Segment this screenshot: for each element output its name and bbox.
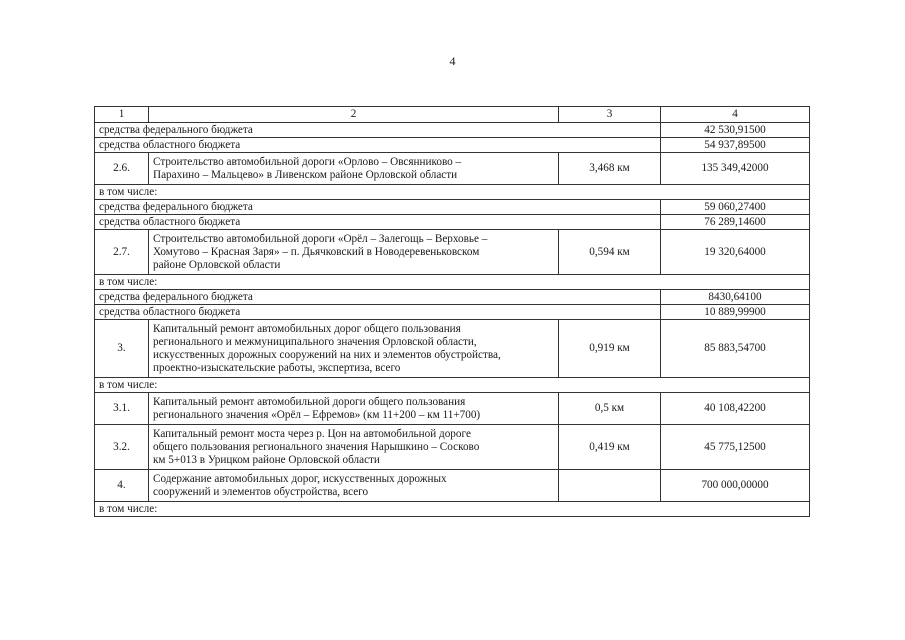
including-label: в том числе:: [95, 502, 810, 517]
funding-amount: 54 937,89500: [661, 138, 810, 153]
item-amount: 135 349,42000: [661, 153, 810, 185]
funding-amount: 42 530,91500: [661, 123, 810, 138]
item-description: [149, 393, 559, 425]
including-row: [95, 378, 810, 393]
funding-amount: 8430,64100: [661, 290, 810, 305]
including-row: [95, 502, 810, 517]
funding-row: [95, 123, 810, 138]
funding-row: [95, 305, 810, 320]
item-row: [95, 153, 810, 185]
description-line: Парахино – Мальцево» в Ливенском районе Орловской области: [153, 169, 458, 181]
item-amount: 700 000,00000: [661, 470, 810, 502]
description-line: Строительство автомобильной дороги «Орёл – Залегощь – Верховье –: [153, 233, 488, 245]
funding-row: [95, 290, 810, 305]
header-cell-1: 1: [95, 107, 149, 123]
item-number: 4.: [95, 470, 149, 502]
including-label: в том числе:: [95, 378, 810, 393]
funding-label: средства областного бюджета: [95, 305, 661, 320]
including-label: в том числе:: [95, 275, 810, 290]
item-description: [149, 425, 559, 470]
description-line: регионального значения «Орёл – Ефремов» (км 11+200 – км 11+700): [153, 409, 481, 421]
item-number: 2.7.: [95, 230, 149, 275]
including-label: в том числе:: [95, 185, 810, 200]
item-row: [95, 425, 810, 470]
budget-table: [94, 106, 810, 517]
item-number: 3.: [95, 320, 149, 378]
item-row: [95, 320, 810, 378]
item-number: 2.6.: [95, 153, 149, 185]
funding-label: средства федерального бюджета: [95, 123, 661, 138]
item-length: [559, 470, 661, 502]
item-length: 0,594 км: [559, 230, 661, 275]
description-line: проектно-изыскательские работы, экспертиза, всего: [153, 362, 401, 374]
including-row: [95, 275, 810, 290]
item-length: 3,468 км: [559, 153, 661, 185]
header-cell-3: 3: [559, 107, 661, 123]
funding-amount: 59 060,27400: [661, 200, 810, 215]
funding-label: средства федерального бюджета: [95, 200, 661, 215]
funding-row: [95, 215, 810, 230]
description-line: Содержание автомобильных дорог, искусственных дорожных: [153, 473, 447, 485]
item-number: 3.2.: [95, 425, 149, 470]
item-description: [149, 153, 559, 185]
item-amount: 19 320,64000: [661, 230, 810, 275]
funding-label: средства областного бюджета: [95, 138, 661, 153]
description-line: Хомутово – Красная Заря» – п. Дьячковский в Новодеревеньковском: [153, 246, 480, 258]
funding-row: [95, 138, 810, 153]
description-line: сооружений и элементов обустройства, всего: [153, 486, 369, 498]
description-line: искусственных дорожных сооружений на них и элементов обустройства,: [153, 349, 501, 361]
item-amount: 40 108,42200: [661, 393, 810, 425]
funding-label: средства областного бюджета: [95, 215, 661, 230]
description-line: Капитальный ремонт моста через р. Цон на автомобильной дороге: [153, 428, 471, 440]
funding-label: средства федерального бюджета: [95, 290, 661, 305]
item-description: [149, 230, 559, 275]
table-body: [95, 107, 810, 517]
funding-amount: 10 889,99900: [661, 305, 810, 320]
description-line: регионального и межмуниципального значения Орловской области,: [153, 336, 477, 348]
description-line: общего пользования регионального значения Нарышкино – Сосково: [153, 441, 480, 453]
item-amount: 45 775,12500: [661, 425, 810, 470]
funding-row: [95, 200, 810, 215]
description-line: Капитальный ремонт автомобильных дорог общего пользования: [153, 323, 461, 335]
item-length: 0,419 км: [559, 425, 661, 470]
header-cell-2: 2: [149, 107, 559, 123]
item-amount: 85 883,54700: [661, 320, 810, 378]
item-row: [95, 230, 810, 275]
item-row: [95, 393, 810, 425]
item-number: 3.1.: [95, 393, 149, 425]
item-length: 0,5 км: [559, 393, 661, 425]
description-line: км 5+013 в Урицком районе Орловской области: [153, 454, 380, 466]
description-line: районе Орловской области: [153, 259, 281, 271]
item-length: 0,919 км: [559, 320, 661, 378]
description-line: Строительство автомобильной дороги «Орлово – Овсянниково –: [153, 156, 462, 168]
header-row: [95, 107, 810, 123]
including-row: [95, 185, 810, 200]
funding-amount: 76 289,14600: [661, 215, 810, 230]
page-number: 4: [449, 54, 456, 68]
item-description: [149, 320, 559, 378]
item-description: [149, 470, 559, 502]
description-line: Капитальный ремонт автомобильной дороги общего пользования: [153, 396, 466, 408]
header-cell-4: 4: [661, 107, 810, 123]
item-row: [95, 470, 810, 502]
